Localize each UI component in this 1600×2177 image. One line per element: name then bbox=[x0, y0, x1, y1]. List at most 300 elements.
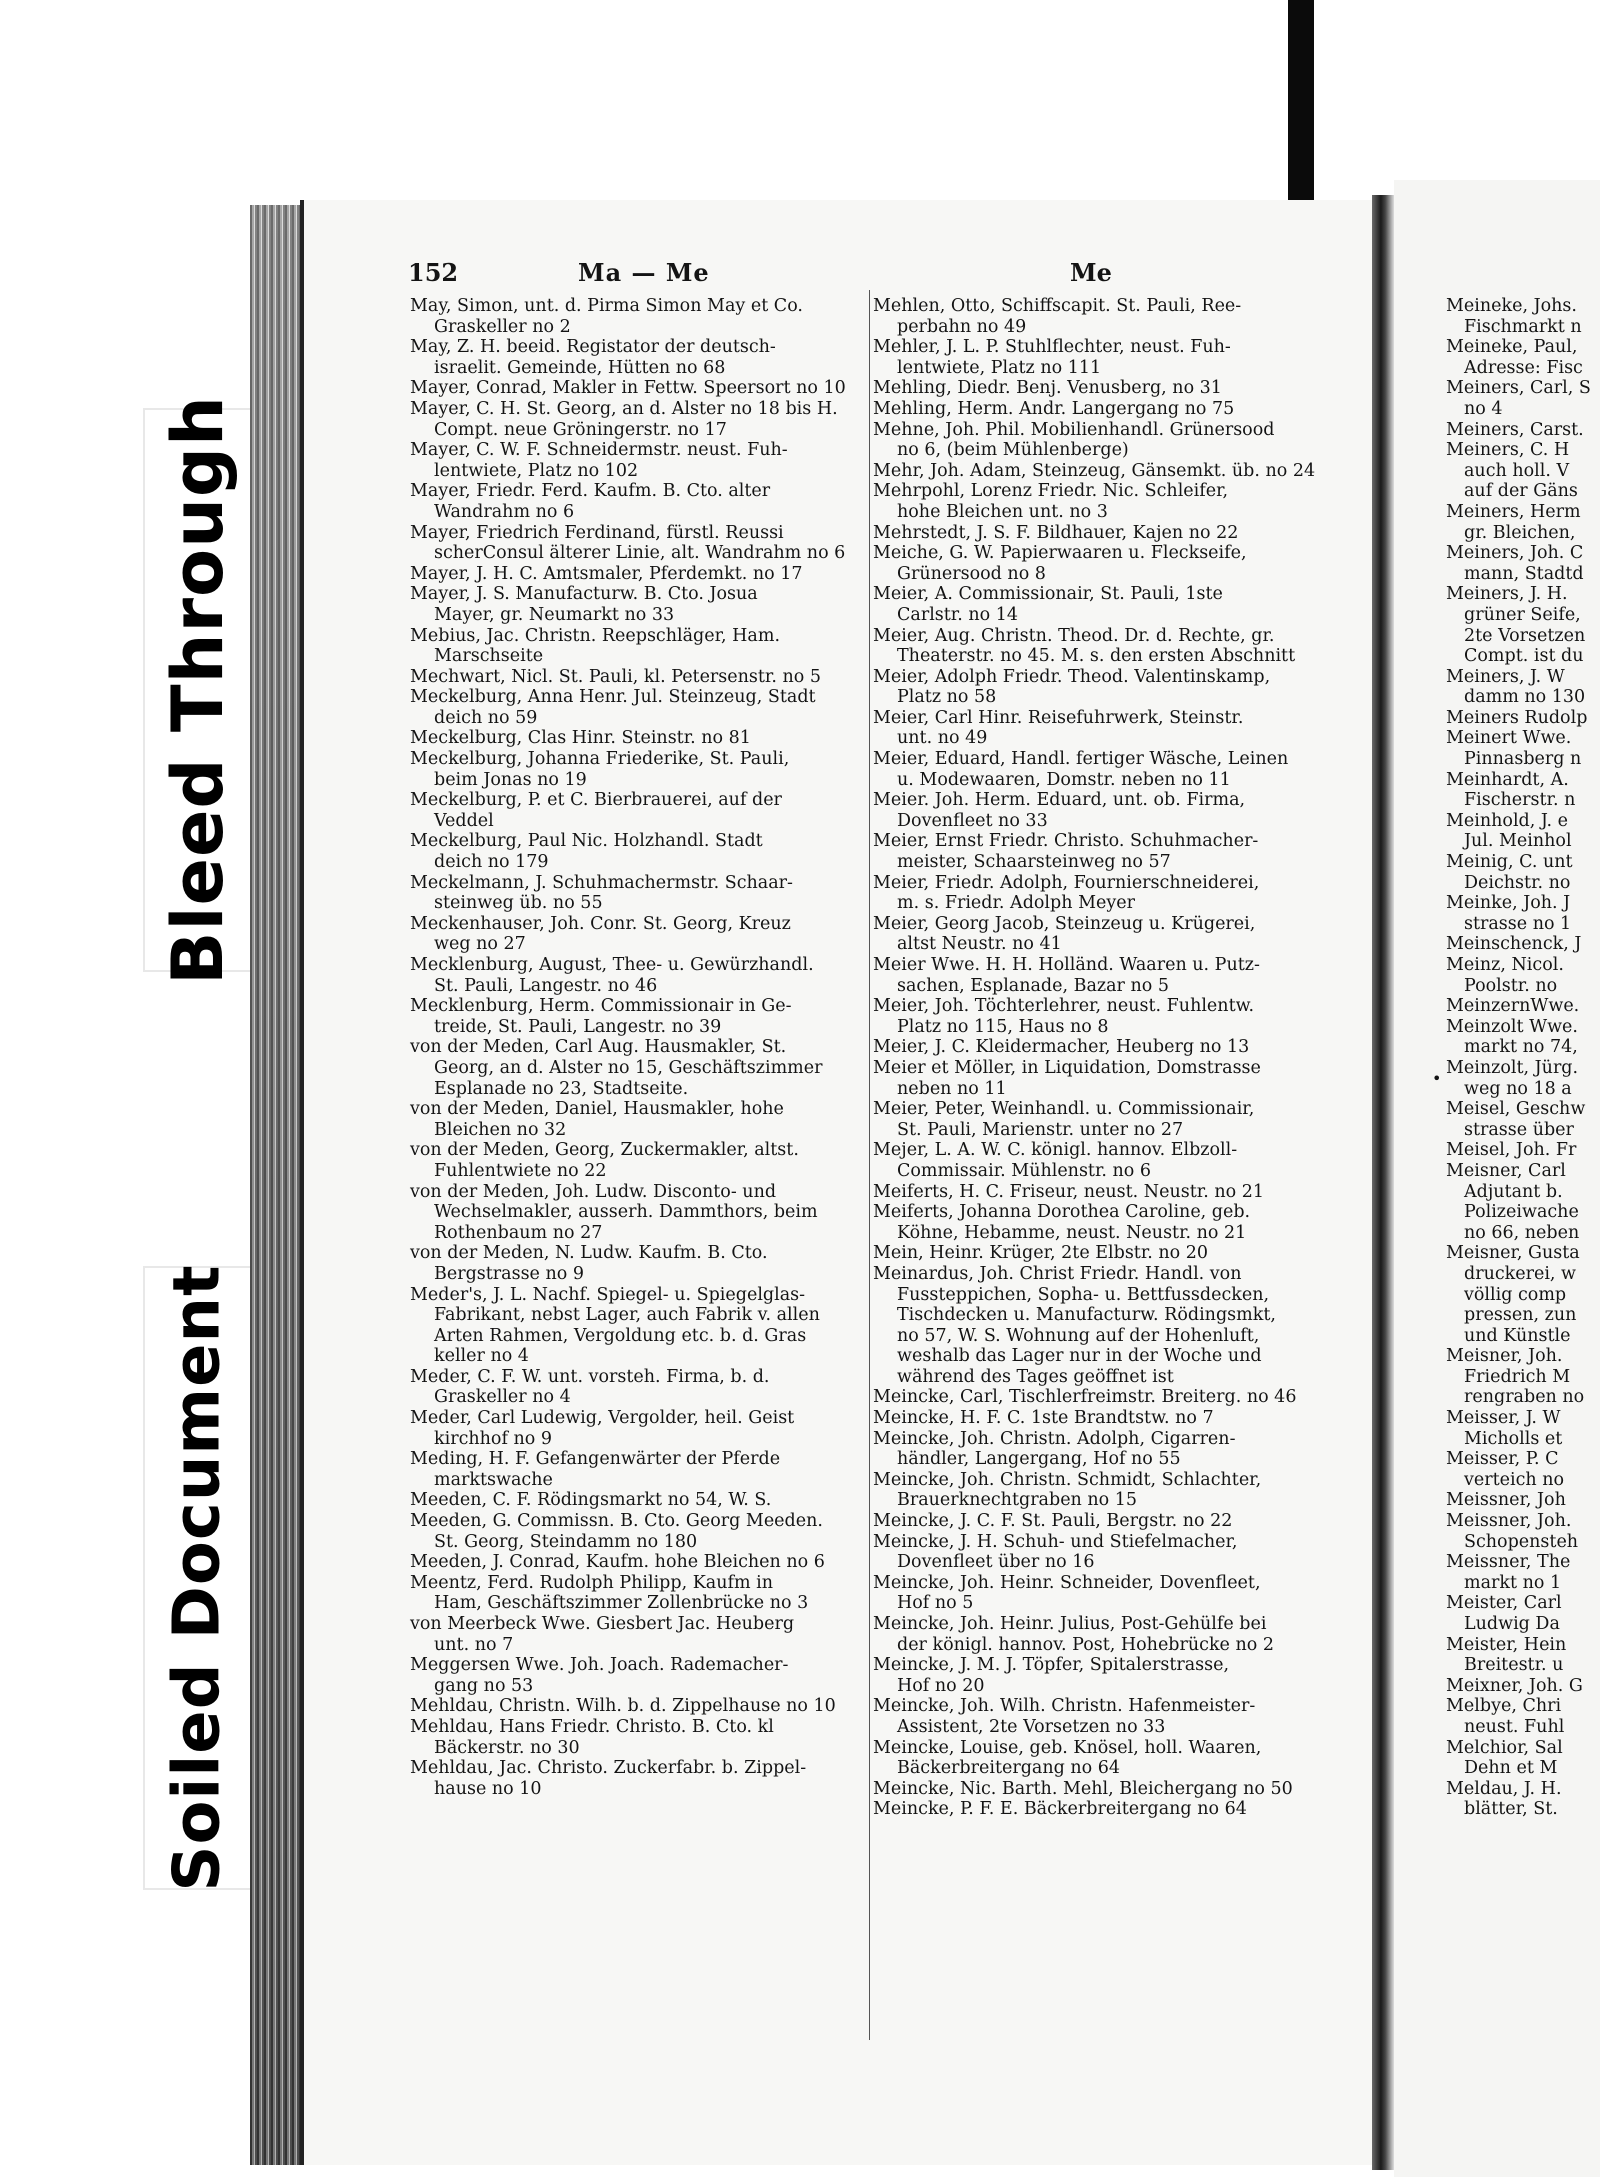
entry-line: Meldau, J. H. bbox=[1446, 1778, 1562, 1799]
entry-continuation-line: auch holl. V bbox=[1464, 460, 1570, 481]
entry-continuation-line: scherConsul älterer Linie, alt. Wandrahm no 6 bbox=[434, 543, 846, 564]
directory-entry bbox=[1446, 1408, 1600, 1449]
entry-continuation-line: weg no 27 bbox=[434, 934, 526, 955]
entry-continuation-line: m. s. Friedr. Adolph Meyer bbox=[897, 893, 1135, 914]
entry-line: Meiners, Joh. C bbox=[1446, 543, 1584, 564]
directory-entry bbox=[410, 687, 865, 728]
directory-entry bbox=[1446, 502, 1600, 543]
entry-line: Meier et Möller, in Liquidation, Domstrasse bbox=[873, 1057, 1261, 1078]
entry-continuation-line: beim Jonas no 19 bbox=[434, 769, 587, 790]
entry-continuation-line: unt. no 49 bbox=[897, 728, 988, 749]
directory-entry bbox=[410, 1037, 865, 1099]
directory-entry bbox=[1446, 1449, 1600, 1490]
entry-continuation-line: Poolstr. no bbox=[1464, 975, 1558, 996]
entry-line: Meggersen Wwe. Joh. Joach. Rademacher- bbox=[410, 1655, 789, 1676]
directory-entry bbox=[1446, 1490, 1600, 1511]
directory-entry bbox=[873, 1799, 1343, 1820]
entry-continuation-line: markt no 1 bbox=[1464, 1572, 1562, 1593]
entry-continuation-line: Bäckerbreitergang no 64 bbox=[897, 1758, 1121, 1779]
entry-line: Mayer, C. W. F. Schneidermstr. neust. Fuh- bbox=[410, 440, 788, 461]
directory-entry bbox=[1446, 1696, 1600, 1737]
directory-entry bbox=[410, 1511, 865, 1552]
directory-entry bbox=[873, 955, 1343, 996]
directory-entry bbox=[1446, 770, 1600, 811]
directory-entry bbox=[873, 626, 1343, 667]
entry-line: Mehlen, Otto, Schiffscapit. St. Pauli, Ree- bbox=[873, 296, 1242, 316]
entry-line: Meissner, The bbox=[1446, 1552, 1571, 1573]
entry-continuation-line: Theaterstr. no 45. M. s. den ersten Abschnitt bbox=[897, 646, 1296, 667]
entry-line: Meier Wwe. H. H. Holländ. Waaren u. Putz- bbox=[873, 955, 1260, 975]
entry-line: Meiners, J. H. bbox=[1446, 584, 1568, 605]
entry-line: Meinschenck, J bbox=[1446, 934, 1582, 955]
entry-line: Meeden, G. Commissn. B. Cto. Georg Meeden. bbox=[410, 1511, 823, 1532]
entry-continuation-line: Fischmarkt n bbox=[1464, 316, 1582, 337]
entry-line: Meincke, H. F. C. 1ste Brandtstw. no 7 bbox=[873, 1408, 1214, 1429]
entry-line: Meinke, Joh. J bbox=[1446, 893, 1571, 914]
directory-entry bbox=[873, 831, 1343, 872]
entry-continuation-line: St. Pauli, Langestr. no 46 bbox=[434, 975, 658, 996]
directory-column-3 bbox=[1446, 296, 1600, 1820]
entry-line: Mejer, L. A. W. C. königl. hannov. Elbzoll- bbox=[873, 1140, 1238, 1161]
directory-entry bbox=[873, 543, 1343, 584]
directory-entry bbox=[873, 1387, 1343, 1408]
directory-entry bbox=[410, 1285, 865, 1367]
directory-entry bbox=[873, 1614, 1343, 1655]
entry-continuation-line: Esplanade no 23, Stadtseite. bbox=[434, 1078, 689, 1099]
directory-entry bbox=[873, 1140, 1343, 1181]
entry-line: Meinert Wwe. bbox=[1446, 728, 1572, 749]
directory-entry bbox=[1446, 1017, 1600, 1058]
directory-entry bbox=[410, 399, 865, 440]
directory-entry bbox=[410, 955, 865, 996]
entry-line: Meincke, Nic. Barth. Mehl, Bleichergang no 50 bbox=[873, 1778, 1293, 1799]
book-page-edges bbox=[250, 205, 302, 2165]
entry-line: Meentz, Ferd. Rudolph Philipp, Kaufm in bbox=[410, 1572, 773, 1593]
entry-continuation-line: pressen, zun bbox=[1464, 1305, 1577, 1326]
directory-entry bbox=[410, 831, 865, 872]
directory-entry bbox=[873, 337, 1343, 378]
directory-entry bbox=[873, 1573, 1343, 1614]
entry-continuation-line: lentwiete, Platz no 102 bbox=[434, 460, 639, 481]
entry-continuation-line: grüner Seife, bbox=[1464, 604, 1581, 625]
entry-continuation-line: völlig comp bbox=[1464, 1284, 1567, 1305]
directory-entry bbox=[1446, 1552, 1600, 1593]
directory-entry bbox=[873, 1058, 1343, 1099]
directory-column-2 bbox=[873, 296, 1343, 1820]
entry-line: Mayer, J. S. Manufacturw. B. Cto. Josua bbox=[410, 584, 758, 605]
entry-line: Meisner, Gusta bbox=[1446, 1243, 1580, 1264]
entry-line: Meier, J. C. Kleidermacher, Heuberg no 13 bbox=[873, 1037, 1250, 1058]
directory-entry bbox=[873, 1655, 1343, 1696]
directory-entry bbox=[1446, 543, 1600, 584]
directory-entry bbox=[1446, 337, 1600, 378]
entry-line: Meincke, J. C. F. St. Pauli, Bergstr. no 22 bbox=[873, 1511, 1233, 1532]
entry-continuation-line: auf der Gäns bbox=[1464, 481, 1578, 502]
entry-line: Mehne, Joh. Phil. Mobilienhandl. Grünersood bbox=[873, 419, 1275, 440]
entry-continuation-line: Assistent, 2te Vorsetzen no 33 bbox=[897, 1716, 1166, 1737]
entry-continuation-line: keller no 4 bbox=[434, 1346, 529, 1367]
directory-entry bbox=[410, 1449, 865, 1490]
directory-entry bbox=[1446, 996, 1600, 1017]
entry-line: Mehldau, Hans Friedr. Christo. B. Cto. kl bbox=[410, 1716, 774, 1737]
entry-line: von der Meden, Georg, Zuckermakler, altst. bbox=[410, 1140, 799, 1161]
entry-continuation-line: Platz no 58 bbox=[897, 687, 997, 708]
entry-line: Meiche, G. W. Papierwaaren u. Fleckseife, bbox=[873, 543, 1247, 564]
entry-continuation-line: Ham, Geschäftszimmer Zollenbrücke no 3 bbox=[434, 1593, 809, 1614]
entry-line: Meckelburg, Johanna Friederike, St. Pauli, bbox=[410, 749, 790, 770]
directory-entry bbox=[410, 626, 865, 667]
entry-line: Meiners, J. W bbox=[1446, 666, 1565, 687]
directory-entry bbox=[410, 873, 865, 914]
directory-entry bbox=[873, 1470, 1343, 1511]
entry-continuation-line: gr. Bleichen, bbox=[1464, 522, 1576, 543]
directory-entry bbox=[1446, 1099, 1600, 1140]
directory-entry bbox=[410, 1573, 865, 1614]
entry-line: Meisel, Geschw bbox=[1446, 1099, 1586, 1120]
directory-entry bbox=[1446, 667, 1600, 708]
entry-continuation-line: druckerei, w bbox=[1464, 1263, 1577, 1284]
entry-continuation-line: Bäckerstr. no 30 bbox=[434, 1737, 580, 1758]
entry-line: Meinzolt Wwe. bbox=[1446, 1016, 1578, 1037]
directory-entry bbox=[1446, 1676, 1600, 1697]
entry-continuation-line: israelit. Gemeinde, Hütten no 68 bbox=[434, 357, 726, 378]
entry-continuation-line: Wandrahm no 6 bbox=[434, 501, 575, 522]
directory-entry bbox=[1446, 584, 1600, 666]
directory-entry bbox=[873, 420, 1343, 461]
entry-line: Mayer, C. H. St. Georg, an d. Alster no 18 bis H. bbox=[410, 398, 838, 419]
entry-continuation-line: Rothenbaum no 27 bbox=[434, 1222, 603, 1243]
book-gutter bbox=[1372, 195, 1394, 2170]
directory-entry bbox=[410, 1717, 865, 1758]
directory-column-1 bbox=[410, 296, 865, 1799]
entry-continuation-line: hohe Bleichen unt. no 3 bbox=[897, 501, 1108, 522]
directory-entry bbox=[410, 1140, 865, 1181]
directory-entry bbox=[1446, 1593, 1600, 1634]
entry-continuation-line: Bleichen no 32 bbox=[434, 1119, 567, 1140]
entry-line: Meisner, Carl bbox=[1446, 1160, 1566, 1181]
bleed-through-label: Bleed Through bbox=[145, 410, 250, 970]
entry-line: Meder, C. F. W. unt. vorsteh. Firma, b. d. bbox=[410, 1366, 770, 1387]
entry-continuation-line: Deichstr. no bbox=[1464, 872, 1571, 893]
entry-line: Meissner, Joh. bbox=[1446, 1511, 1572, 1532]
entry-line: Meier, Ernst Friedr. Christo. Schuhmacher- bbox=[873, 831, 1259, 852]
directory-entry bbox=[410, 1758, 865, 1799]
entry-continuation-line: Brauerknechtgraben no 15 bbox=[897, 1490, 1138, 1511]
bullet-mark: • bbox=[1432, 1069, 1442, 1088]
entry-line: Mechwart, Nicl. St. Pauli, kl. Petersenstr. no 5 bbox=[410, 666, 821, 687]
entry-line: Meding, H. F. Gefangenwärter der Pferde bbox=[410, 1449, 781, 1470]
entry-continuation-line: während des Tages geöffnet ist bbox=[897, 1366, 1174, 1387]
entry-line: Meinhold, J. e bbox=[1446, 810, 1569, 831]
entry-continuation-line: perbahn no 49 bbox=[897, 316, 1027, 337]
entry-continuation-line: Friedrich M bbox=[1464, 1366, 1571, 1387]
entry-continuation-line: rengraben no bbox=[1464, 1387, 1585, 1408]
entry-continuation-line: Polizeiwache bbox=[1464, 1202, 1579, 1223]
entry-continuation-line: unt. no 7 bbox=[434, 1634, 514, 1655]
entry-continuation-line: kirchhof no 9 bbox=[434, 1428, 552, 1449]
entry-continuation-line: strasse über bbox=[1464, 1119, 1574, 1140]
entry-continuation-line: Jul. Meinhol bbox=[1464, 831, 1572, 852]
entry-line: Meinig, C. unt bbox=[1446, 852, 1573, 873]
entry-line: Mehldau, Christn. Wilh. b. d. Zippelhause no 10 bbox=[410, 1696, 836, 1717]
directory-entry bbox=[1446, 440, 1600, 502]
directory-entry bbox=[873, 1511, 1343, 1532]
directory-entry bbox=[1446, 420, 1600, 441]
entry-continuation-line: Köhne, Hebamme, neust. Neustr. no 21 bbox=[897, 1222, 1247, 1243]
entry-line: Meisser, P. C bbox=[1446, 1449, 1559, 1470]
directory-entry bbox=[873, 461, 1343, 482]
entry-continuation-line: Graskeller no 2 bbox=[434, 316, 571, 337]
entry-line: Meincke, Joh. Christn. Schmidt, Schlachter, bbox=[873, 1469, 1262, 1490]
entry-continuation-line: weshalb das Lager nur in der Woche und bbox=[897, 1346, 1262, 1367]
entry-continuation-line: mann, Stadtd bbox=[1464, 563, 1584, 584]
entry-continuation-line: meister, Schaarsteinweg no 57 bbox=[897, 852, 1171, 873]
entry-line: Meincke, Louise, geb. Knösel, holl. Waaren, bbox=[873, 1737, 1262, 1758]
entry-continuation-line: 2te Vorsetzen bbox=[1464, 625, 1586, 646]
entry-line: Meixner, Joh. G bbox=[1446, 1675, 1583, 1696]
left-column-heading: Ma — Me bbox=[578, 258, 710, 287]
entry-line: Meiferts, H. C. Friseur, neust. Neustr. no 21 bbox=[873, 1181, 1264, 1202]
entry-line: Meeden, C. F. Rödingsmarkt no 54, W. S. bbox=[410, 1490, 772, 1511]
entry-line: Meincke, Carl, Tischlerfreimstr. Breiterg. no 46 bbox=[873, 1387, 1297, 1408]
entry-line: Meinhardt, A. bbox=[1446, 769, 1569, 790]
entry-line: Meincke, J. M. J. Töpfer, Spitalerstrasse, bbox=[873, 1655, 1230, 1676]
entry-continuation-line: altst Neustr. no 41 bbox=[897, 934, 1062, 955]
entry-line: Meder, Carl Ludewig, Vergolder, heil. Geist bbox=[410, 1408, 795, 1429]
entry-line: Meier, A. Commissionair, St. Pauli, 1ste bbox=[873, 584, 1223, 605]
directory-entry bbox=[873, 584, 1343, 625]
directory-entry bbox=[410, 1655, 865, 1696]
entry-line: Meinzolt, Jürg. bbox=[1446, 1057, 1579, 1078]
page-number: 152 bbox=[408, 258, 459, 287]
entry-continuation-line: Schopensteh bbox=[1464, 1531, 1579, 1552]
entry-line: Meier, Friedr. Adolph, Fournierschneiderei, bbox=[873, 872, 1260, 893]
entry-line: Meier, Adolph Friedr. Theod. Valentinskamp, bbox=[873, 666, 1271, 687]
entry-continuation-line: verteich no bbox=[1464, 1469, 1565, 1490]
entry-line: Meckelburg, Paul Nic. Holzhandl. Stadt bbox=[410, 831, 763, 852]
directory-entry bbox=[410, 1182, 865, 1244]
directory-entry bbox=[410, 749, 865, 790]
entry-line: Meineke, Johs. bbox=[1446, 296, 1577, 316]
entry-line: Meier. Joh. Herm. Eduard, unt. ob. Firma, bbox=[873, 790, 1246, 811]
entry-continuation-line: St. Pauli, Marienstr. unter no 27 bbox=[897, 1119, 1184, 1140]
entry-continuation-line: no 4 bbox=[1464, 398, 1503, 419]
entry-continuation-line: der königl. hannov. Post, Hohebrücke no 2 bbox=[897, 1634, 1274, 1655]
entry-continuation-line: Fabrikant, nebst Lager, auch Fabrik v. allen bbox=[434, 1305, 820, 1326]
soiled-document-label: Soiled Document bbox=[145, 1268, 250, 1888]
directory-entry bbox=[873, 1429, 1343, 1470]
entry-continuation-line: hause no 10 bbox=[434, 1778, 542, 1799]
entry-line: Meier, Georg Jacob, Steinzeug u. Krügerei, bbox=[873, 913, 1256, 934]
entry-continuation-line: neust. Fuhl bbox=[1464, 1716, 1565, 1737]
entry-continuation-line: deich no 179 bbox=[434, 852, 549, 873]
entry-line: Meier, Joh. Töchterlehrer, neust. Fuhlentw. bbox=[873, 996, 1255, 1017]
directory-entry bbox=[873, 1408, 1343, 1429]
directory-entry bbox=[410, 667, 865, 688]
entry-continuation-line: Bergstrasse no 9 bbox=[434, 1263, 584, 1284]
entry-line: Meeden, J. Conrad, Kaufm. hohe Bleichen no 6 bbox=[410, 1552, 825, 1573]
entry-continuation-line: Platz no 115, Haus no 8 bbox=[897, 1016, 1109, 1037]
entry-line: Mehldau, Jac. Christo. Zuckerfabr. b. Zippel- bbox=[410, 1758, 807, 1779]
entry-continuation-line: Arten Rahmen, Vergoldung etc. b. d. Gras bbox=[434, 1325, 807, 1346]
entry-line: Meissner, Joh bbox=[1446, 1490, 1566, 1511]
entry-line: Meinardus, Joh. Christ Friedr. Handl. von bbox=[873, 1263, 1242, 1284]
entry-line: Meckelburg, Anna Henr. Jul. Steinzeug, Stadt bbox=[410, 687, 816, 708]
directory-entry bbox=[873, 378, 1343, 399]
entry-line: von Meerbeck Wwe. Giesbert Jac. Heuberg bbox=[410, 1614, 795, 1634]
right-column-heading: Me bbox=[1070, 258, 1112, 287]
entry-line: Meckelmann, J. Schuhmachermstr. Schaar- bbox=[410, 872, 793, 893]
entry-continuation-line: Commissair. Mühlenstr. no 6 bbox=[897, 1160, 1152, 1181]
entry-continuation-line: Micholls et bbox=[1464, 1428, 1563, 1449]
entry-continuation-line: Georg, an d. Alster no 15, Geschäftszimmer bbox=[434, 1057, 823, 1078]
directory-entry bbox=[410, 1099, 865, 1140]
directory-entry bbox=[410, 1408, 865, 1449]
entry-line: Mehling, Diedr. Benj. Venusberg, no 31 bbox=[873, 378, 1222, 399]
directory-entry bbox=[873, 1696, 1343, 1737]
entry-line: Meckenhauser, Joh. Conr. St. Georg, Kreuz bbox=[410, 913, 791, 934]
entry-continuation-line: Adjutant b. bbox=[1464, 1181, 1563, 1202]
directory-entry bbox=[410, 523, 865, 564]
entry-line: Mayer, J. H. C. Amtsmaler, Pferdemkt. no 17 bbox=[410, 563, 803, 584]
entry-continuation-line: gang no 53 bbox=[434, 1675, 534, 1696]
entry-line: von der Meden, Daniel, Hausmakler, hohe bbox=[410, 1099, 784, 1120]
directory-entry bbox=[410, 337, 865, 378]
directory-entry bbox=[410, 1243, 865, 1284]
directory-entry bbox=[1446, 1161, 1600, 1243]
directory-entry bbox=[1446, 1635, 1600, 1676]
entry-line: Meineke, Paul, bbox=[1446, 337, 1578, 358]
directory-entry bbox=[873, 749, 1343, 790]
entry-line: Meier, Peter, Weinhandl. u. Commissionair, bbox=[873, 1099, 1255, 1120]
entry-line: Meisser, J. W bbox=[1446, 1408, 1561, 1429]
entry-continuation-line: neben no 11 bbox=[897, 1078, 1007, 1099]
entry-line: Melchior, Sal bbox=[1446, 1737, 1563, 1758]
entry-line: Mebius, Jac. Christn. Reepschläger, Ham. bbox=[410, 625, 781, 646]
entry-continuation-line: treide, St. Pauli, Langestr. no 39 bbox=[434, 1016, 722, 1037]
directory-entry bbox=[873, 1779, 1343, 1800]
directory-entry bbox=[1446, 1738, 1600, 1779]
entry-line: Mehrpohl, Lorenz Friedr. Nic. Schleifer, bbox=[873, 481, 1229, 502]
entry-continuation-line: Fussteppichen, Sopha- u. Bettfussdecken, bbox=[897, 1284, 1270, 1305]
entry-line: Meder's, J. L. Nachf. Spiegel- u. Spiegelglas- bbox=[410, 1284, 806, 1305]
entry-line: Mein, Heinr. Krüger, 2te Elbstr. no 20 bbox=[873, 1243, 1209, 1264]
entry-line: Mayer, Friedr. Ferd. Kaufm. B. Cto. alter bbox=[410, 481, 771, 502]
directory-entry bbox=[873, 1264, 1343, 1388]
entry-line: May, Simon, unt. d. Pirma Simon May et Co. bbox=[410, 296, 803, 316]
entry-continuation-line: steinweg üb. no 55 bbox=[434, 893, 603, 914]
entry-continuation-line: Hof no 5 bbox=[897, 1593, 974, 1614]
directory-entry bbox=[873, 873, 1343, 914]
directory-entry bbox=[873, 399, 1343, 420]
directory-entry bbox=[873, 296, 1343, 337]
scan-black-edge bbox=[1288, 0, 1314, 220]
directory-entry bbox=[1446, 1779, 1600, 1820]
directory-entry bbox=[1446, 1511, 1600, 1552]
directory-entry bbox=[873, 1099, 1343, 1140]
directory-entry bbox=[873, 708, 1343, 749]
entry-continuation-line: Dovenfleet no 33 bbox=[897, 810, 1048, 831]
directory-entry bbox=[1446, 1346, 1600, 1408]
entry-continuation-line: marktswache bbox=[434, 1469, 553, 1490]
entry-line: Meier, Aug. Christn. Theod. Dr. d. Rechte, gr. bbox=[873, 625, 1275, 646]
directory-entry bbox=[1446, 708, 1600, 729]
entry-line: von der Meden, Carl Aug. Hausmakler, St. bbox=[410, 1037, 787, 1058]
entry-line: Meiners, Carl, S bbox=[1446, 378, 1591, 399]
entry-continuation-line: St. Georg, Steindamm no 180 bbox=[434, 1531, 698, 1552]
entry-continuation-line: Adresse: Fisc bbox=[1464, 357, 1583, 378]
entry-line: Meincke, J. H. Schuh- und Stiefelmacher, bbox=[873, 1531, 1238, 1552]
directory-entry bbox=[873, 1532, 1343, 1573]
entry-continuation-line: Veddel bbox=[434, 810, 494, 831]
directory-entry bbox=[1446, 378, 1600, 419]
directory-entry bbox=[410, 1552, 865, 1573]
directory-entry bbox=[1446, 1243, 1600, 1346]
directory-entry bbox=[873, 790, 1343, 831]
entry-line: MeinzernWwe. bbox=[1446, 996, 1580, 1017]
entry-continuation-line: no 6, (beim Mühlenberge) bbox=[897, 440, 1129, 461]
entry-continuation-line: Dovenfleet über no 16 bbox=[897, 1552, 1095, 1573]
entry-continuation-line: markt no 74, bbox=[1464, 1037, 1578, 1058]
entry-line: Melbye, Chri bbox=[1446, 1696, 1562, 1717]
entry-continuation-line: Hof no 20 bbox=[897, 1675, 985, 1696]
entry-continuation-line: sachen, Esplanade, Bazar no 5 bbox=[897, 975, 1169, 996]
directory-entry bbox=[1446, 811, 1600, 852]
entry-continuation-line: Tischdecken u. Manufacturw. Rödingsmkt, bbox=[897, 1305, 1276, 1326]
entry-continuation-line: Fuhlentwiete no 22 bbox=[434, 1160, 607, 1181]
entry-line: von der Meden, Joh. Ludw. Disconto- und bbox=[410, 1181, 777, 1202]
entry-line: Meisner, Joh. bbox=[1446, 1346, 1563, 1367]
entry-line: Meincke, Joh. Wilh. Christn. Hafenmeister- bbox=[873, 1696, 1256, 1717]
entry-line: Meiners, Carst. bbox=[1446, 419, 1584, 440]
directory-entry bbox=[873, 523, 1343, 544]
entry-line: Mayer, Friedrich Ferdinand, fürstl. Reussi bbox=[410, 522, 784, 543]
entry-line: Meincke, P. F. E. Bäckerbreitergang no 64 bbox=[873, 1799, 1247, 1820]
entry-line: Mehler, J. L. P. Stuhlflechter, neust. Fuh- bbox=[873, 337, 1231, 358]
entry-line: Meincke, Joh. Heinr. Julius, Post-Gehülfe bei bbox=[873, 1614, 1267, 1634]
directory-entry bbox=[1446, 955, 1600, 996]
entry-line: Meister, Carl bbox=[1446, 1593, 1562, 1614]
entry-continuation-line: Graskeller no 4 bbox=[434, 1387, 571, 1408]
entry-line: Mehrstedt, J. S. F. Bildhauer, Kajen no 22 bbox=[873, 522, 1239, 543]
entry-continuation-line: no 57, W. S. Wohnung auf der Hohenluft, bbox=[897, 1325, 1260, 1346]
directory-entry bbox=[410, 481, 865, 522]
directory-entry bbox=[410, 996, 865, 1037]
entry-line: Meisel, Joh. Fr bbox=[1446, 1140, 1577, 1161]
directory-entry bbox=[410, 564, 865, 585]
entry-line: Meier, Carl Hinr. Reisefuhrwerk, Steinstr. bbox=[873, 707, 1244, 728]
directory-entry bbox=[1446, 852, 1600, 893]
entry-continuation-line: Wechselmakler, ausserh. Dammthors, beim bbox=[434, 1202, 818, 1223]
entry-line: von der Meden, N. Ludw. Kaufm. B. Cto. bbox=[410, 1243, 768, 1264]
entry-line: Meincke, Joh. Heinr. Schneider, Dovenfleet, bbox=[873, 1572, 1261, 1593]
entry-line: Meiferts, Johanna Dorothea Caroline, geb. bbox=[873, 1202, 1251, 1223]
entry-continuation-line: Grünersood no 8 bbox=[897, 563, 1046, 584]
entry-continuation-line: Fischerstr. n bbox=[1464, 790, 1576, 811]
entry-continuation-line: Pinnasberg n bbox=[1464, 749, 1582, 770]
entry-line: Mecklenburg, Herm. Commissionair in Ge- bbox=[410, 996, 792, 1017]
directory-entry bbox=[873, 1243, 1343, 1264]
directory-entry bbox=[873, 1182, 1343, 1203]
entry-continuation-line: damm no 130 bbox=[1464, 687, 1586, 708]
directory-entry bbox=[1446, 296, 1600, 337]
entry-line: May, Z. H. beeid. Registator der deutsch- bbox=[410, 337, 776, 358]
directory-entry bbox=[410, 1367, 865, 1408]
entry-continuation-line: Compt. neue Gröningerstr. no 17 bbox=[434, 419, 727, 440]
entry-continuation-line: und Künstle bbox=[1464, 1325, 1571, 1346]
entry-line: Meiners Rudolp bbox=[1446, 707, 1588, 728]
entry-line: Mecklenburg, August, Thee- u. Gewürzhandl. bbox=[410, 955, 814, 975]
